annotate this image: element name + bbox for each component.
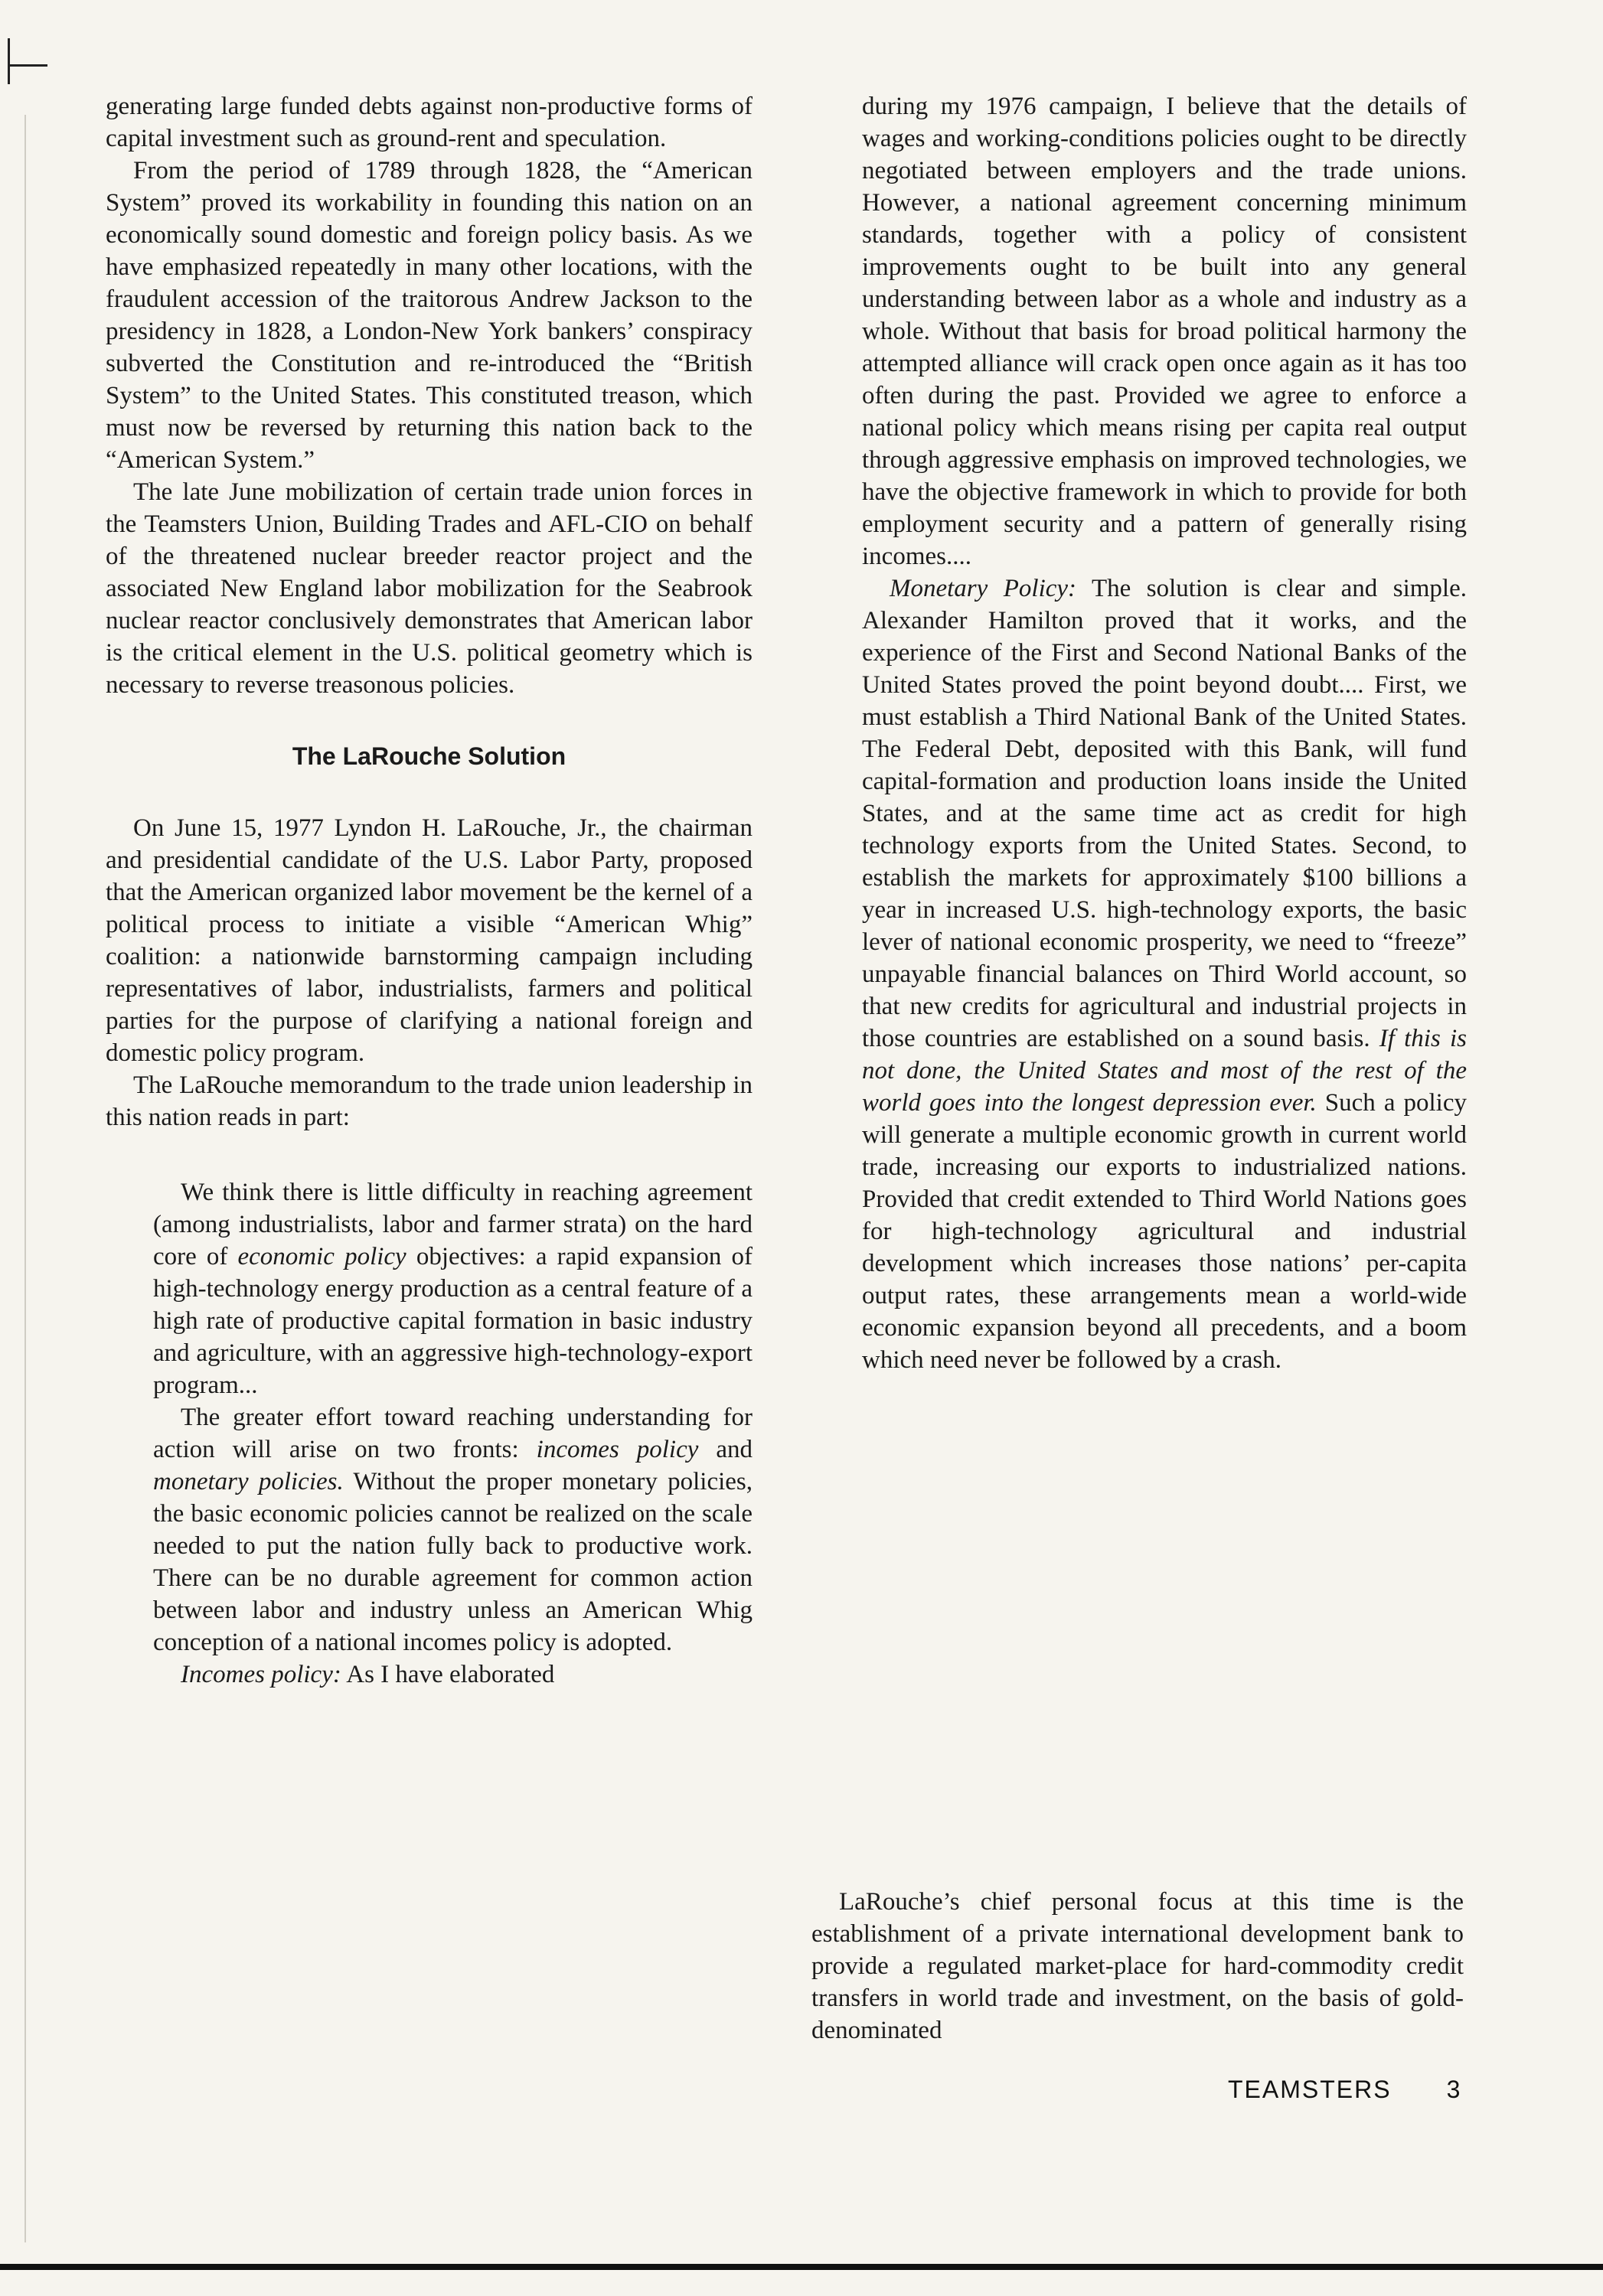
paragraph: The late June mobilization of certain trade union forces in the Teamsters Union, Building Trades and AFL-CIO on behalf of the threatened nuclear breeder reactor project and the associated New England labor mobilization for the Seabrook nuclear reactor conclusively demonstrates that American labor is the critical element in the U.S. political geometry which is necessary to reverse treasonous policies.: [106, 478, 753, 699]
quote-text: As I have elaborated: [341, 1661, 555, 1688]
paragraph: From the period of 1789 through 1828, the “American System” proved its workability in founding this nation on an economically sound domestic and foreign policy basis. As we have emphasized repeatedly in many other locations, with the fraudulent accession of the traitorous Andrew Jackson to the presidency in 1828, a London-New York bankers’ conspiracy subverted the Constitution and re-introduced the “British System” to the United States. This constituted treason, which must now be reversed by returning this nation back to the “American System.”: [106, 157, 753, 474]
paragraph: LaRouche’s chief personal focus at this time is the establishment of a private international development bank to provide a regulated market-place for hard-commodity credit transfers in world trade and investment, on the basis of gold-denominated: [811, 1888, 1464, 2044]
emphasis: economic policy: [237, 1243, 406, 1270]
emphasis: If this is not done, the United States and most of the rest of the world goes into the longest depression ever.: [862, 1025, 1467, 1117]
quote-text: objectives: a rapid expansion of high-technology energy production as a central feature of a high rate of productive capital formation in basic industry and agriculture, with an aggressive high-technology-export program...: [153, 1243, 753, 1399]
body-text: Such a policy will generate a multiple economic growth in current world trade, increasing our exports to industrialized nations. Provided that credit extended to Third World Nations goes for high-technology agricultural and industrial development which increases those nations’ per-capita output rates, these arrangements mean a world-wide economic expansion beyond all precedents, and a boom which need never be followed by a crash.: [862, 1089, 1467, 1374]
binding-edge-line: [24, 115, 26, 2242]
paragraph: The LaRouche memorandum to the trade union leadership in this nation reads in part:: [106, 1071, 753, 1131]
quote-text: and: [698, 1436, 753, 1463]
paragraph: On June 15, 1977 Lyndon H. LaRouche, Jr., the chairman and presidential candidate of the U.S. Labor Party, proposed that the American organized labor movement be the kernel of a political process to initiate a visible “American Whig” coalition: a nationwide barnstorming campaign including representatives of labor, industrialists, farmers and political parties for the purpose of clarifying a national foreign and domestic policy program.: [106, 814, 753, 1067]
quote-text: The greater effort toward reaching understanding for action will arise on two fronts:: [153, 1404, 753, 1463]
paragraph: [862, 572, 1467, 1376]
block-quote: [153, 1176, 753, 1691]
margin-mark-horizontal: [8, 64, 47, 67]
quote-paragraph: [153, 1658, 753, 1691]
right-column: [862, 90, 1467, 1376]
quote-paragraph: [153, 1401, 753, 1658]
publication-name: TEAMSTERS: [1228, 2076, 1392, 2103]
page-number: 3: [1446, 2076, 1462, 2103]
bottom-rule: [0, 2264, 1603, 2270]
section-heading: The LaRouche Solution: [292, 742, 566, 770]
left-column: [106, 90, 753, 1691]
closing-paragraph-block: [811, 1886, 1464, 2047]
emphasis: Monetary Policy:: [890, 575, 1077, 602]
paragraph: during my 1976 campaign, I believe that the details of wages and working-conditions policies ought to be directly negotiated between employers and the trade unions. However, a national agreement concerning minimum standards, together with a policy of consistent improvements ought to be built into any general understanding between labor as a whole and industry as a whole. Without that basis for broad political harmony the attempted alliance will crack open once again as it has too often during the past. Provided we agree to enforce a national policy which means rising per capita real output through aggressive emphasis on improved technologies, we have the objective framework in which to provide for both employment security and a pattern of generally rising incomes....: [862, 93, 1467, 570]
margin-mark: [8, 38, 10, 84]
quote-paragraph: [153, 1176, 753, 1401]
quote-text: We think there is little difficulty in reaching agreement (among industrialists, labor and farmer strata) on the hard core of: [153, 1179, 753, 1270]
paragraph: generating large funded debts against non-productive forms of capital investment such as ground-rent and speculation.: [106, 93, 753, 152]
emphasis: monetary policies.: [153, 1468, 344, 1495]
quote-text: Without the proper monetary policies, the basic economic policies cannot be realized on the scale needed to put the nation fully back to productive work. There can be no durable agreement for common action between labor and industry unless an American Whig conception of a national incomes policy is adopted.: [153, 1468, 753, 1656]
page-footer: [1228, 2076, 1461, 2104]
emphasis: incomes policy: [536, 1436, 699, 1463]
body-text: The solution is clear and simple. Alexander Hamilton proved that it works, and the experience of the First and Second National Banks of the United States proved the point beyond doubt.... First, we must establish a Third National Bank of the United States. The Federal Debt, deposited with this Bank, will fund capital-formation and production loans inside the United States, and at the same time act as credit for high technology exports from the United States. Second, to establish the markets for approximately $100 billions a year in increased U.S. high-technology exports, the basic lever of national economic prosperity, we need to “freeze” unpayable financial balances on Third World account, so that new credits for agricultural and industrial projects in those countries are established on a sound basis.: [862, 575, 1467, 1052]
emphasis: Incomes policy:: [181, 1661, 341, 1688]
